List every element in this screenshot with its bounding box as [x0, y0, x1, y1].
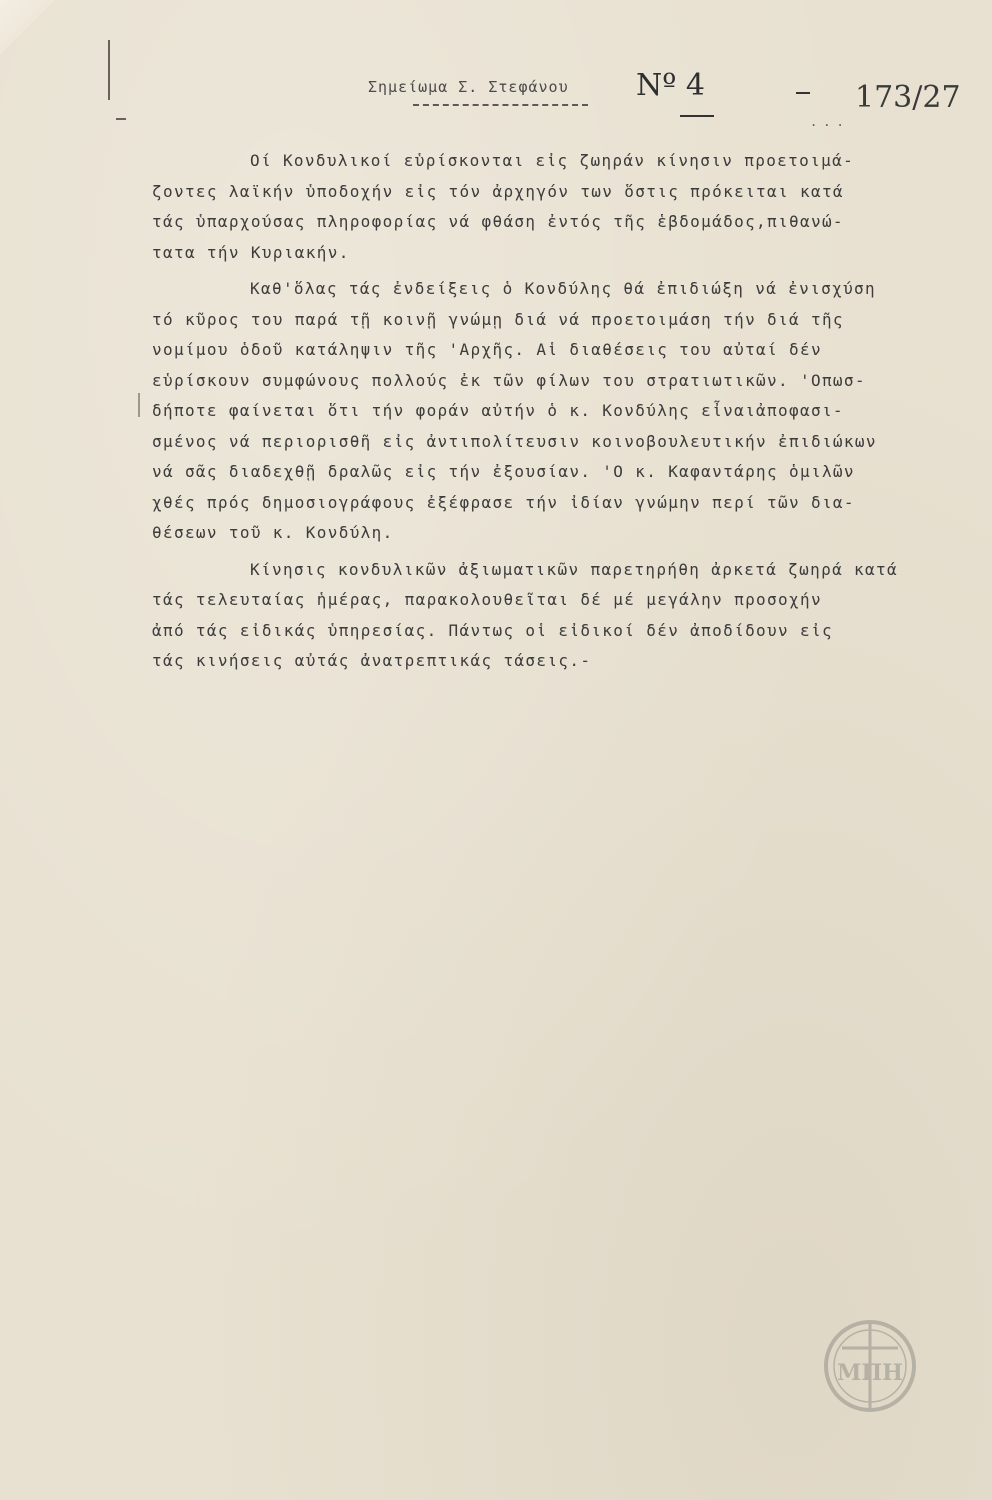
margin-pencil-mark	[138, 393, 140, 417]
text-line: νομίμου ὁδοῦ κατάληψιν τῆς 'Αρχῆς. Αἱ διαθέσεις του αὐταί δέν	[152, 340, 822, 359]
text-line: ζοντες λαϊκήν ὑποδοχήν εἰς τόν ἀρχηγόν των ὅστις πρόκειται κατά	[152, 181, 844, 201]
text-line: τατα τήν Κυριακήν.	[152, 242, 350, 262]
text-line: τάς ὑπαρχούσας πληροφορίας νά φθάση ἐντός τῆς ἑβδομάδος,πιθανώ-	[152, 212, 844, 231]
archive-reference: 173/27	[855, 80, 961, 115]
document-title: Σημείωμα Σ. Στεφάνου	[368, 78, 569, 96]
text-line: σμένος νά περιορισθῆ εἰς ἀντιπολίτευσιν κοινοβουλευτικήν ἐπιδιώκων	[152, 431, 877, 451]
document-body	[152, 146, 972, 683]
text-line: χθές πρός δημοσιογράφους ἐξέφρασε τήν ἰδίαν γνώμην περί τῶν δια-	[152, 492, 855, 512]
document-number: Nº 4	[636, 68, 705, 103]
paragraph	[152, 555, 972, 677]
text-line: θέσεων τοῦ κ. Κονδύλη.	[152, 523, 394, 542]
torn-corner	[0, 0, 60, 60]
text-line: Καθ'ὅλας τάς ἐνδείξεις ὁ Κονδύλης θά ἐπιδιώξη νά ἐνισχύση	[250, 279, 877, 298]
text-line: εὑρίσκουν συμφώνους πολλούς ἐκ τῶν φίλων του στρατιωτικῶν. 'Οπωσ-	[152, 370, 866, 390]
margin-pencil-mark	[108, 40, 110, 100]
document-number-underline	[680, 115, 714, 117]
text-line: νά σᾶς διαδεχθῇ δραλῶς εἰς τήν ἐξουσίαν. 'Ο κ. Καφαντάρης ὁμιλῶν	[152, 462, 855, 481]
paragraph	[152, 274, 972, 549]
reference-dots: ...	[810, 115, 850, 129]
separator-dash	[796, 92, 810, 94]
text-line: Οί Κονδυλικοί εὑρίσκονται εἰς ζωηράν κίνησιν προετοιμά-	[250, 151, 855, 170]
paragraph	[152, 146, 972, 268]
margin-pencil-mark	[116, 118, 126, 120]
stamp-lettering: ΜΠΗ	[837, 1360, 903, 1386]
text-line: δήποτε φαίνεται ὅτι τήν φοράν αὐτήν ὁ κ. Κονδύλης εἶναιἀποφασι-	[152, 401, 844, 420]
text-line: τό κῦρος του παρά τῇ κοινῇ γνώμῃ διά νά προετοιμάση τήν διά τῆς	[152, 309, 844, 329]
text-line: ἀπό τάς εἰδικάς ὑπηρεσίας. Πάντως οἱ εἰδικοί δέν ἀποδίδουν εἰς	[152, 620, 833, 640]
text-line: τάς τελευταίας ἡμέρας, παρακολουθεῖται δέ μέ μεγάλην προσοχήν	[152, 590, 822, 609]
archive-stamp-icon	[822, 1318, 918, 1414]
text-line: τάς κινήσεις αὐτάς ἀνατρεπτικάς τάσεις.-	[152, 651, 592, 670]
text-line: Κίνησις κονδυλικῶν ἀξιωματικῶν παρετηρήθη ἀρκετά ζωηρά κατά	[250, 559, 898, 579]
title-underline	[413, 104, 588, 106]
